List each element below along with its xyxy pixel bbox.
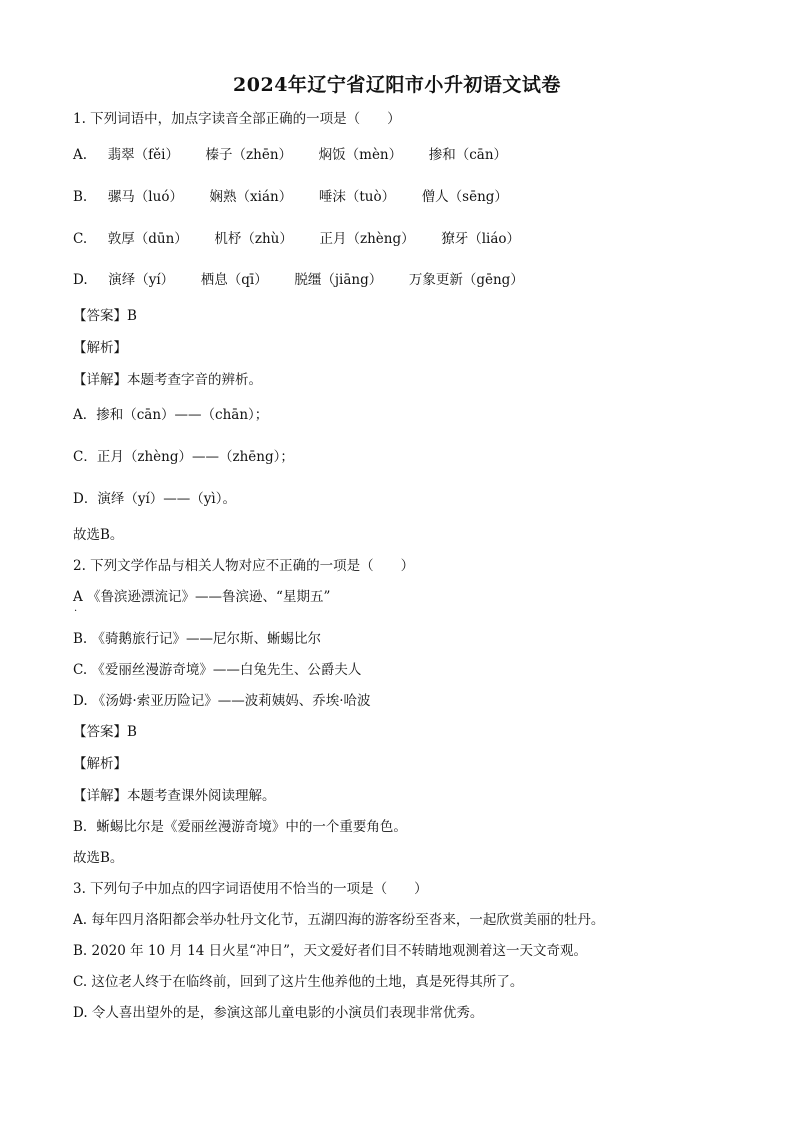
q1-stem: 1. 下列词语中，加点字读音全部正确的一项是（ ） — [73, 111, 401, 127]
q1-analysis-label: 【解析】 — [73, 340, 127, 356]
q2-answer: 【答案】B — [73, 724, 137, 740]
q1-conclusion: 故选B。 — [73, 527, 124, 543]
q2-analysis-label: 【解析】 — [73, 756, 127, 772]
q1-option-b — [73, 188, 508, 206]
q2-stem: 2. 下列文学作品与相关人物对应不正确的一项是（ ） — [73, 558, 415, 574]
q2-option-a: A 《鲁滨逊漂流记》——鲁滨逊、“星期五” — [73, 589, 331, 605]
q1-explanation-a: A．掺和（cān）——（chān）； — [73, 407, 269, 423]
q1-detail: 【详解】本题考查字音的辨析。 — [73, 372, 262, 388]
q1-c-w4: 獠牙（liáo） — [441, 231, 521, 247]
q1-a-letter: A. — [73, 147, 88, 163]
page-title: 2024年辽宁省辽阳市小升初语文试卷 — [233, 74, 561, 96]
q2-option-a-dot: . — [74, 603, 78, 614]
q1-answer: 【答案】B — [73, 308, 137, 324]
q1-d-w1: 演绎（yí） — [108, 272, 175, 288]
q1-c-w2: 机杼（zhù） — [214, 231, 293, 247]
q1-a-w1: 翡翠（fěi） — [107, 147, 179, 163]
q3-option-c: C. 这位老人终于在临终前，回到了这片生他养他的土地，真是死得其所了。 — [73, 974, 524, 990]
q1-option-c — [73, 230, 520, 248]
q2-explanation-b: B．蜥蜴比尔是《爱丽丝漫游奇境》中的一个重要角色。 — [73, 819, 407, 835]
q1-a-w2: 榛子（zhēn） — [205, 147, 293, 163]
q1-b-w4: 僧人（sēng） — [421, 189, 508, 205]
q1-d-w3: 脱缰（jiāng） — [294, 272, 383, 288]
q1-a-w3: 焖饭（mèn） — [318, 147, 403, 163]
q1-explanation-d: D．演绎（yí）——（yì）。 — [73, 491, 236, 507]
q1-a-w4: 掺和（cān） — [428, 147, 508, 163]
q1-c-w1: 敦厚（dūn） — [107, 231, 188, 247]
q1-d-letter: D. — [73, 272, 88, 288]
q1-b-w1: 骡马（luó） — [107, 189, 183, 205]
q1-b-w2: 娴熟（xián） — [209, 189, 293, 205]
q2-option-c: C. 《爱丽丝漫游奇境》——白兔先生、公爵夫人 — [73, 662, 362, 678]
q1-explanation-c: C．正月（zhèng）——（zhēng）； — [73, 449, 294, 465]
q3-option-a: A. 每年四月洛阳都会举办牡丹文化节，五湖四海的游客纷至沓来，一起欣赏美丽的牡丹。 — [73, 912, 605, 928]
q2-detail: 【详解】本题考查课外阅读理解。 — [73, 788, 276, 804]
q3-option-b: B. 2020 年 10 月 14 日火星“冲日”，天文爱好者们目不转睛地观测着这一天文奇观。 — [73, 943, 587, 959]
q3-option-d: D. 令人喜出望外的是，参演这部儿童电影的小演员们表现非常优秀。 — [73, 1005, 484, 1021]
q1-b-letter: B. — [73, 189, 88, 205]
q1-c-letter: C. — [73, 231, 88, 247]
q1-b-w3: 唾沫（tuò） — [318, 189, 396, 205]
q1-option-d — [73, 271, 524, 289]
q2-option-b: B. 《骑鹅旅行记》——尼尔斯、蜥蜴比尔 — [73, 631, 322, 647]
q3-stem: 3. 下列句子中加点的四字词语使用不恰当的一项是（ ） — [73, 881, 428, 897]
q1-d-w2: 栖息（qī） — [200, 272, 268, 288]
q1-option-a — [73, 146, 507, 164]
q1-d-w4: 万象更新（gēng） — [408, 272, 524, 288]
q2-option-d: D. 《汤姆·索亚历险记》——波莉姨妈、乔埃·哈波 — [73, 693, 371, 709]
q2-conclusion: 故选B。 — [73, 850, 124, 866]
q1-c-w3: 正月（zhèng） — [319, 231, 415, 247]
